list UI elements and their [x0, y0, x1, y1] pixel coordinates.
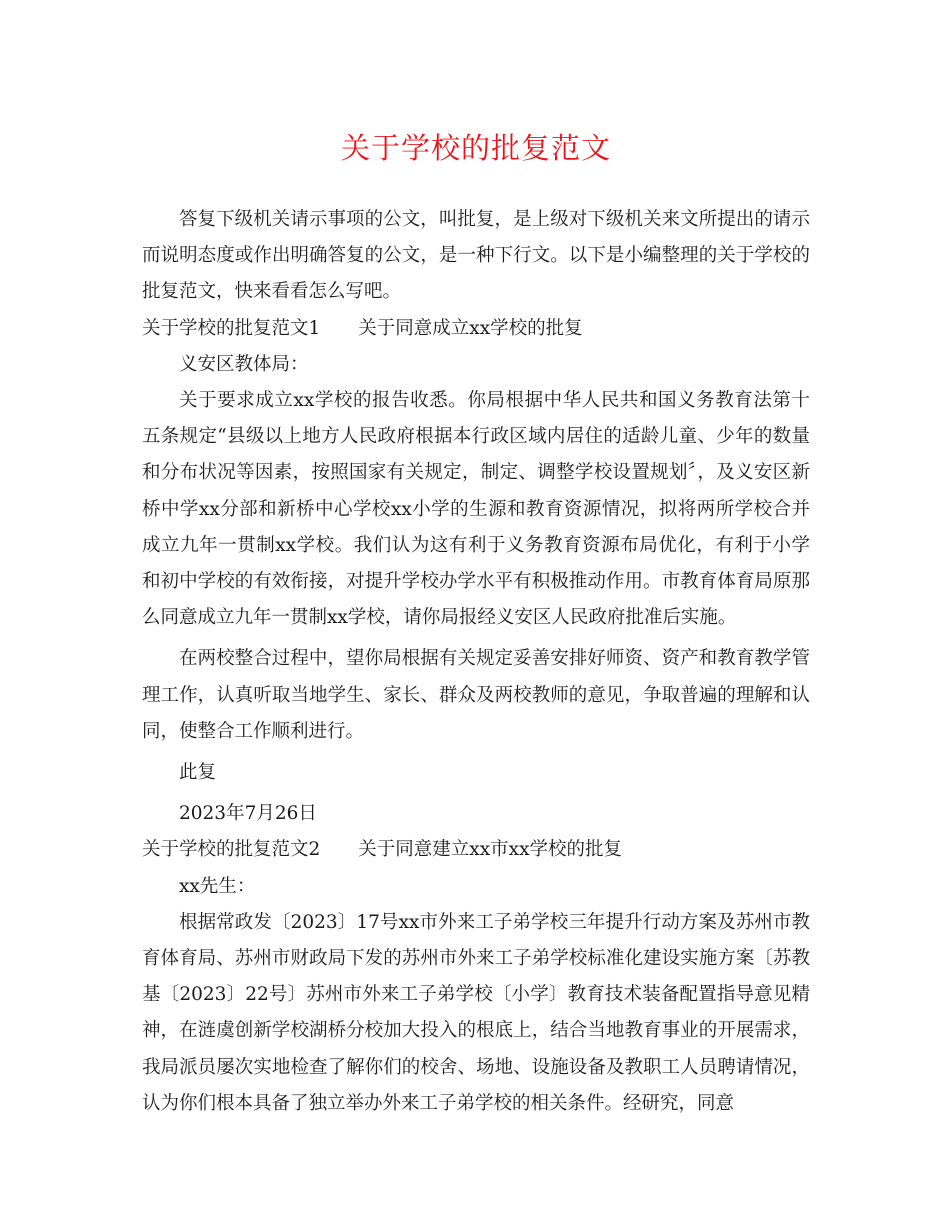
- document-page: [142, 128, 810, 1122]
- section1-closing: 此复: [179, 762, 217, 784]
- intro-paragraph: 答复下级机关请示事项的公文，叫批复，是上级对下级机关来文所提出的请示而说明态度或作出明确答复的公文，是一种下行文。以下是小编整理的关于学校的批复范文，快来看看怎么写吧。: [142, 209, 810, 303]
- section1-heading: 关于同意成立xx学校的批复: [358, 317, 583, 339]
- document-title: 关于学校的批复范文: [340, 131, 611, 165]
- section1-paragraph-1: 关于要求成立xx学校的报告收悉。你局根据中华人民共和国义务教育法第十五条规定“县级以上地方人民政府根据本行政区域内居住的适龄儿童、少年的数量和分布状况等因素，按照国家有关规定，制定、调整学校设置规划〞，及义安区新桥中学xx分部和新桥中心学校xx小学的生源和教育资源情况，拟将两所学校合并成立九年一贯制xx学校。我们认为这有利于义务教育资源布局优化，有利于小学和初中学校的有效衔接，对提升学校办学水平有积极推动作用。市教育体育局原那么同意成立九年一贯制xx学校，请你局报经义安区人民政府批准后实施。: [142, 390, 810, 629]
- section1-salutation: 义安区教体局：: [179, 353, 309, 375]
- section1-header: [142, 311, 810, 347]
- section2-salutation: xx先生：: [179, 875, 256, 897]
- section2-label: 关于学校的批复范文2: [142, 839, 321, 861]
- section2-heading: 关于同意建立xx市xx学校的批复: [358, 839, 623, 861]
- section1-label: 关于学校的批复范文1: [142, 317, 321, 339]
- section2-paragraph-1: 根据常政发〔2023〕17号xx市外来工子弟学校三年提升行动方案及苏州市教育体育局、苏州市财政局下发的苏州市外来工子弟学校标准化建设实施方案〔苏教基〔2023〕22号〕苏州市外来工子弟学校〔小学〕教育技术装备配置指导意见精神，在涟虞创新学校湖桥分校加大投入的根底上，结合当地教育事业的开展需求，我局派员屡次实地检查了解你们的校舍、场地、设施设备及教职工人员聘请情况，认为你们根本具备了独立举办外来工子弟学校的相关条件。经研究，同意: [142, 911, 810, 1114]
- section1-date: 2023年7月26日: [179, 803, 317, 825]
- section2-header: [142, 832, 810, 868]
- section1-paragraph-2: 在两校整合过程中，望你局根据有关规定妥善安排好师资、资产和教育教学管理工作，认真听取当地学生、家长、群众及两校教师的意见，争取普遍的理解和认同，使整合工作顺利进行。: [142, 648, 810, 742]
